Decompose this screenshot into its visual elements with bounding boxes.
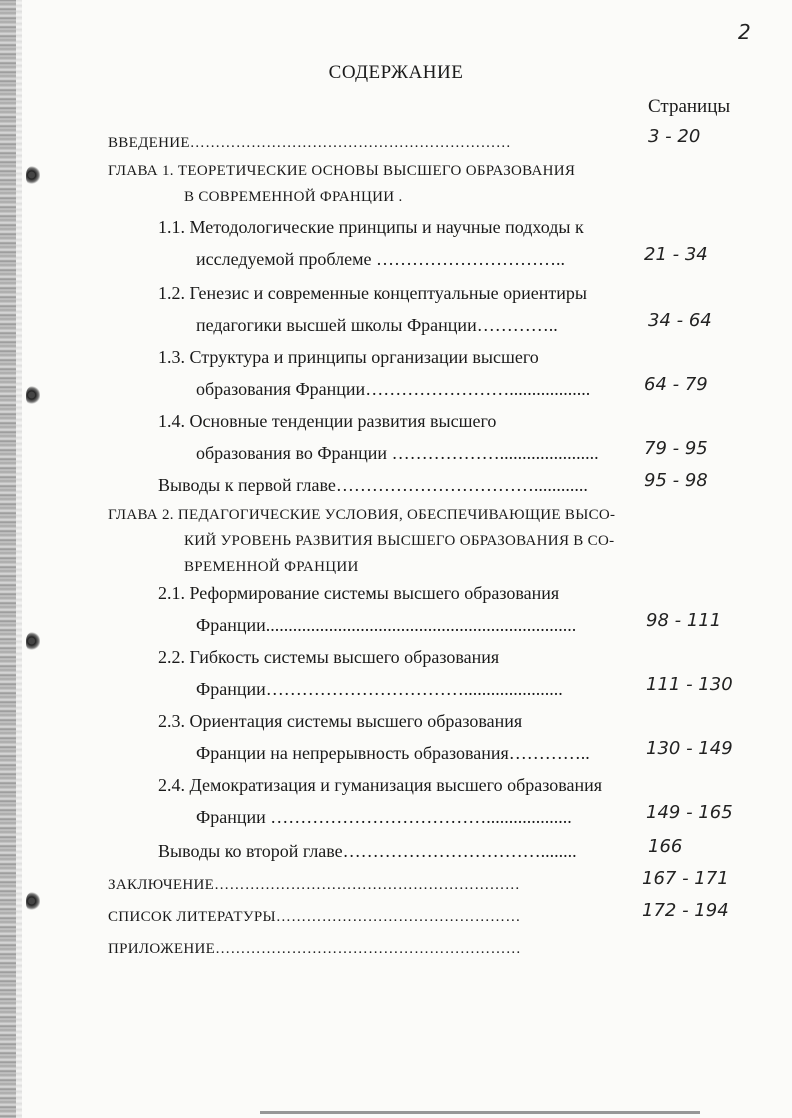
toc-line: 2.2. Гибкость системы высшего образования [158, 647, 500, 667]
page-number: 2 [738, 20, 751, 44]
toc-chapter-heading: ВРЕМЕННОЙ ФРАНЦИИ [184, 559, 359, 575]
toc-line: Франции..................................................................... [196, 615, 577, 635]
toc-chapter-heading: В СОВРЕМЕННОЙ ФРАНЦИИ . [184, 189, 403, 205]
punch-hole [26, 632, 40, 652]
toc-pages: 64 - 79 [644, 374, 708, 395]
toc-line: исследуемой проблеме ………………………….. [196, 249, 565, 269]
toc-pages: 149 - 165 [646, 802, 733, 823]
toc-pages: 166 [648, 836, 683, 857]
toc-chapter-heading: ГЛАВА 2. ПЕДАГОГИЧЕСКИЕ УСЛОВИЯ, ОБЕСПЕЧИВАЮЩИЕ ВЫСО- [108, 507, 616, 523]
toc-line: ПРИЛОЖЕНИЕ…………………………………………………… [108, 941, 522, 957]
toc-line: Выводы к первой главе……………………………............ [158, 475, 588, 495]
toc-pages: 21 - 34 [644, 244, 708, 265]
toc-pages: 111 - 130 [646, 674, 733, 695]
toc-line: ЗАКЛЮЧЕНИЕ…………………………………………………… [108, 877, 521, 893]
toc-line: 2.1. Реформирование системы высшего образования [158, 583, 560, 603]
toc-line: 1.4. Основные тенденции развития высшего [158, 411, 497, 431]
toc-line: образования во Франции ………………...................... [196, 443, 599, 463]
page-title: СОДЕРЖАНИЕ [328, 62, 464, 83]
toc-line: Выводы ко второй главе……………………………........ [158, 841, 577, 861]
toc-pages: 34 - 64 [648, 310, 712, 331]
toc-line: педагогики высшей школы Франции………….. [196, 315, 558, 335]
toc-pages: 172 - 194 [642, 900, 729, 921]
toc-line: образования Франции…………………….................. [196, 379, 591, 399]
toc-line: 2.4. Демократизация и гуманизация высшего образования [158, 775, 603, 795]
toc-pages: 167 - 171 [642, 868, 729, 889]
toc-chapter-heading: ГЛАВА 1. ТЕОРЕТИЧЕСКИЕ ОСНОВЫ ВЫСШЕГО ОБРАЗОВАНИЯ [108, 163, 576, 179]
toc-line: СПИСОК ЛИТЕРАТУРЫ………………………………………… [108, 909, 521, 925]
scan-edge-shadow [16, 0, 22, 1118]
toc-line: 1.3. Структура и принципы организации высшего [158, 347, 539, 367]
punch-hole [26, 166, 40, 186]
scan-edge [0, 0, 16, 1118]
toc-line: Франции на непрерывность образования………….. [196, 743, 590, 763]
pages-column-header: Страницы [648, 96, 731, 117]
toc-line: Франции ………………………………................... [196, 807, 572, 827]
toc-pages: 130 - 149 [646, 738, 733, 759]
toc-line: Франции……………………………...................... [196, 679, 563, 699]
punch-hole [26, 892, 40, 912]
toc-pages: 79 - 95 [644, 438, 708, 459]
toc-line: 1.1. Методологические принципы и научные подходы к [158, 217, 584, 237]
toc-pages: 3 - 20 [648, 126, 701, 147]
toc-line: ВВЕДЕНИЕ……………………………………………………… [108, 135, 512, 151]
toc-pages: 95 - 98 [644, 470, 708, 491]
toc-pages: 98 - 111 [646, 610, 722, 631]
punch-hole [26, 386, 40, 406]
toc-chapter-heading: КИЙ УРОВЕНЬ РАЗВИТИЯ ВЫСШЕГО ОБРАЗОВАНИЯ В СО- [184, 533, 615, 549]
bottom-scan-line [260, 1111, 700, 1114]
toc-line: 2.3. Ориентация системы высшего образования [158, 711, 523, 731]
toc-line: 1.2. Генезис и современные концептуальные ориентиры [158, 283, 587, 303]
